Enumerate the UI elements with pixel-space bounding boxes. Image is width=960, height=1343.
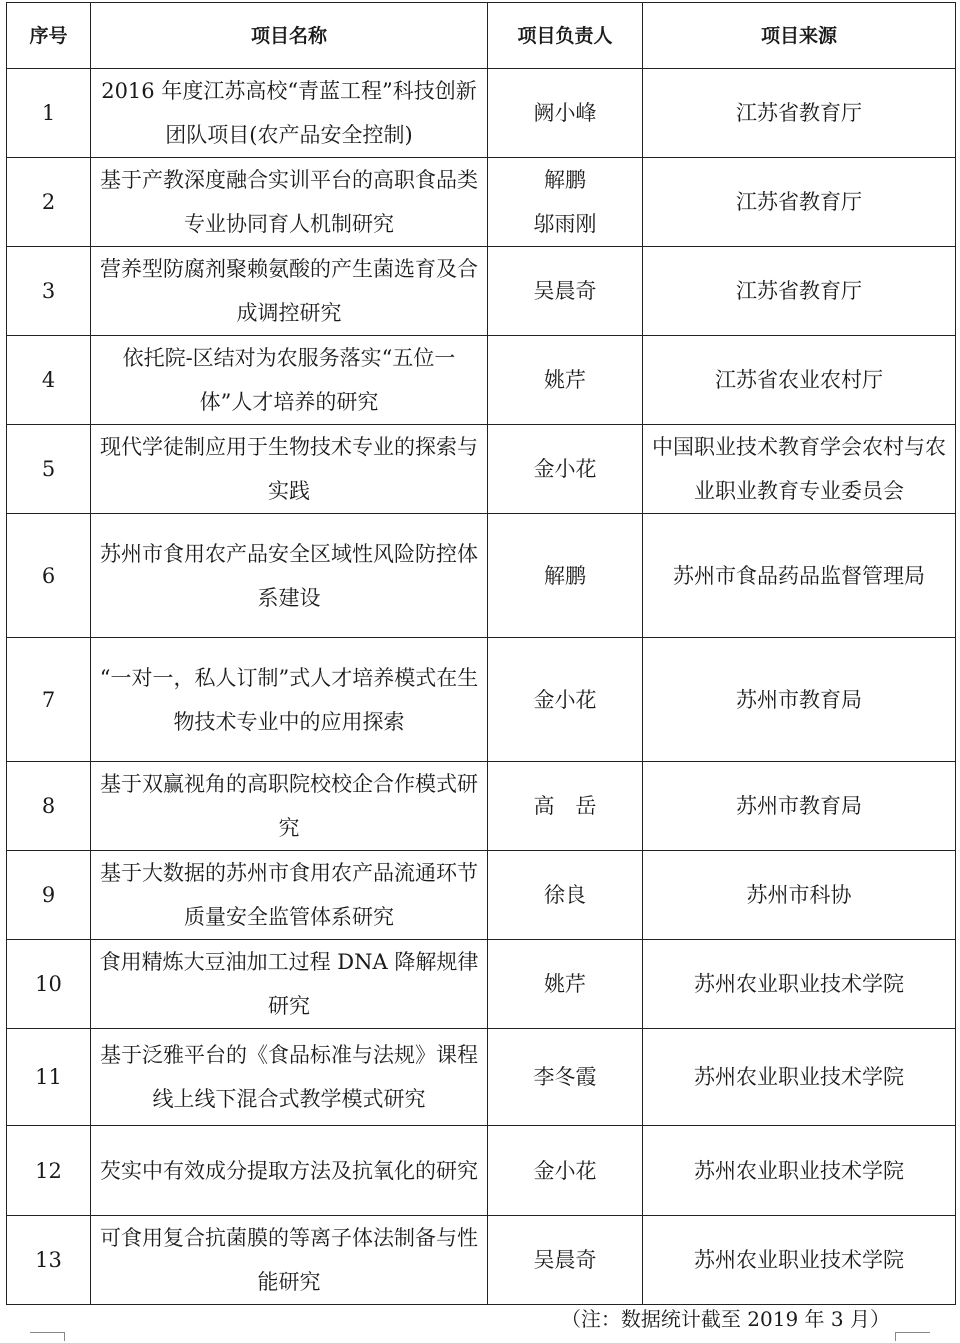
table-row (7, 69, 956, 158)
row-number: 11 (7, 1029, 91, 1126)
project-owner-cell (488, 1126, 643, 1216)
table-row (7, 514, 956, 638)
owner-name: 徐良 (544, 883, 586, 907)
project-source-cell: 江苏省教育厅 (643, 247, 956, 336)
project-owner-cell (488, 1216, 643, 1305)
owner-name: 高 岳 (533, 794, 597, 818)
owner-name: 解鹏 (544, 563, 586, 588)
header-number: 序号 (7, 3, 91, 69)
row-number: 8 (7, 762, 91, 851)
project-name-cell: 基于泛雅平台的《食品标准与法规》课程线上线下混合式教学模式研究 (91, 1029, 488, 1126)
project-name-cell: 基于大数据的苏州市食用农产品流通环节质量安全监管体系研究 (91, 851, 488, 940)
project-name-cell: 基于双赢视角的高职院校校企合作模式研究 (91, 762, 488, 851)
owner-name: 金小花 (533, 457, 597, 481)
owner-name: 邬雨刚 (533, 212, 597, 236)
project-owner-cell (488, 1029, 643, 1126)
project-source-cell: 苏州农业职业技术学院 (643, 1029, 956, 1126)
table-row (7, 158, 956, 247)
owner-name: 解鹏 (544, 168, 586, 192)
row-number: 7 (7, 638, 91, 762)
row-number: 4 (7, 336, 91, 425)
project-name-cell: 可食用复合抗菌膜的等离子体法制备与性能研究 (91, 1216, 488, 1305)
project-name-cell: 依托院-区结对为农服务落实“五位一体”人才培养的研究 (91, 336, 488, 425)
project-source-cell: 苏州市科协 (643, 851, 956, 940)
project-owner-cell (488, 762, 643, 851)
project-source-cell: 中国职业技术教育学会农村与农业职业教育专业委员会 (643, 425, 956, 514)
project-owner-cell (488, 247, 643, 336)
project-source-cell: 苏州农业职业技术学院 (643, 1126, 956, 1216)
header-project-owner: 项目负责人 (488, 3, 643, 69)
owner-name: 阙小峰 (533, 101, 597, 125)
table-header-row (7, 3, 956, 69)
owner-name: 姚芹 (544, 972, 586, 996)
project-owner-cell (488, 851, 643, 940)
row-number: 5 (7, 425, 91, 514)
project-owner-cell (488, 425, 643, 514)
table-row (7, 247, 956, 336)
row-number: 1 (7, 69, 91, 158)
project-name-cell: 基于产教深度融合实训平台的高职食品类专业协同育人机制研究 (91, 158, 488, 247)
project-source-cell: 江苏省教育厅 (643, 158, 956, 247)
header-project-source: 项目来源 (643, 3, 956, 69)
owner-name: 金小花 (533, 687, 597, 712)
page-corner-mark-right (895, 1332, 930, 1341)
owner-name: 吴晨奇 (533, 1248, 597, 1272)
row-number: 6 (7, 514, 91, 638)
project-source-cell: 苏州农业职业技术学院 (643, 940, 956, 1029)
table-row (7, 1126, 956, 1216)
table-row (7, 1029, 956, 1126)
table-row (7, 940, 956, 1029)
project-source-cell: 江苏省教育厅 (643, 69, 956, 158)
row-number: 10 (7, 940, 91, 1029)
table-body (7, 69, 956, 1305)
owner-name: 吴晨奇 (533, 279, 597, 303)
page-corner-mark-left (30, 1332, 65, 1341)
table-row (7, 425, 956, 514)
project-source-cell: 江苏省农业农村厅 (643, 336, 956, 425)
projects-table (6, 2, 956, 1305)
project-source-cell: 苏州市食品药品监督管理局 (643, 514, 956, 638)
project-source-cell: 苏州市教育局 (643, 762, 956, 851)
table-row (7, 851, 956, 940)
project-name-cell: 现代学徒制应用于生物技术专业的探索与实践 (91, 425, 488, 514)
project-name-cell: 营养型防腐剂聚赖氨酸的产生菌选育及合成调控研究 (91, 247, 488, 336)
project-owner-cell (488, 638, 643, 762)
project-name-cell: 食用精炼大豆油加工过程 DNA 降解规律研究 (91, 940, 488, 1029)
table-row (7, 638, 956, 762)
row-number: 2 (7, 158, 91, 247)
row-number: 9 (7, 851, 91, 940)
header-project-name: 项目名称 (91, 3, 488, 69)
footnote: （注：数据统计截至 2019 年 3 月） (560, 1307, 890, 1331)
owner-name: 李冬霞 (533, 1065, 597, 1089)
project-owner-cell (488, 940, 643, 1029)
owner-name: 姚芹 (544, 368, 586, 392)
project-owner-cell (488, 514, 643, 638)
owner-name: 金小花 (533, 1158, 597, 1183)
project-source-cell: 苏州农业职业技术学院 (643, 1216, 956, 1305)
project-name-cell: 2016 年度江苏高校“青蓝工程”科技创新团队项目(农产品安全控制) (91, 69, 488, 158)
project-name-cell: “一对一，私人订制”式人才培养模式在生物技术专业中的应用探索 (91, 638, 488, 762)
row-number: 3 (7, 247, 91, 336)
table-row (7, 336, 956, 425)
project-name-cell: 苏州市食用农产品安全区域性风险防控体系建设 (91, 514, 488, 638)
project-source-cell: 苏州市教育局 (643, 638, 956, 762)
table-row (7, 762, 956, 851)
project-name-cell: 芡实中有效成分提取方法及抗氧化的研究 (91, 1126, 488, 1216)
project-owner-cell (488, 158, 643, 247)
table-row (7, 1216, 956, 1305)
project-owner-cell (488, 69, 643, 158)
row-number: 12 (7, 1126, 91, 1216)
project-owner-cell (488, 336, 643, 425)
row-number: 13 (7, 1216, 91, 1305)
